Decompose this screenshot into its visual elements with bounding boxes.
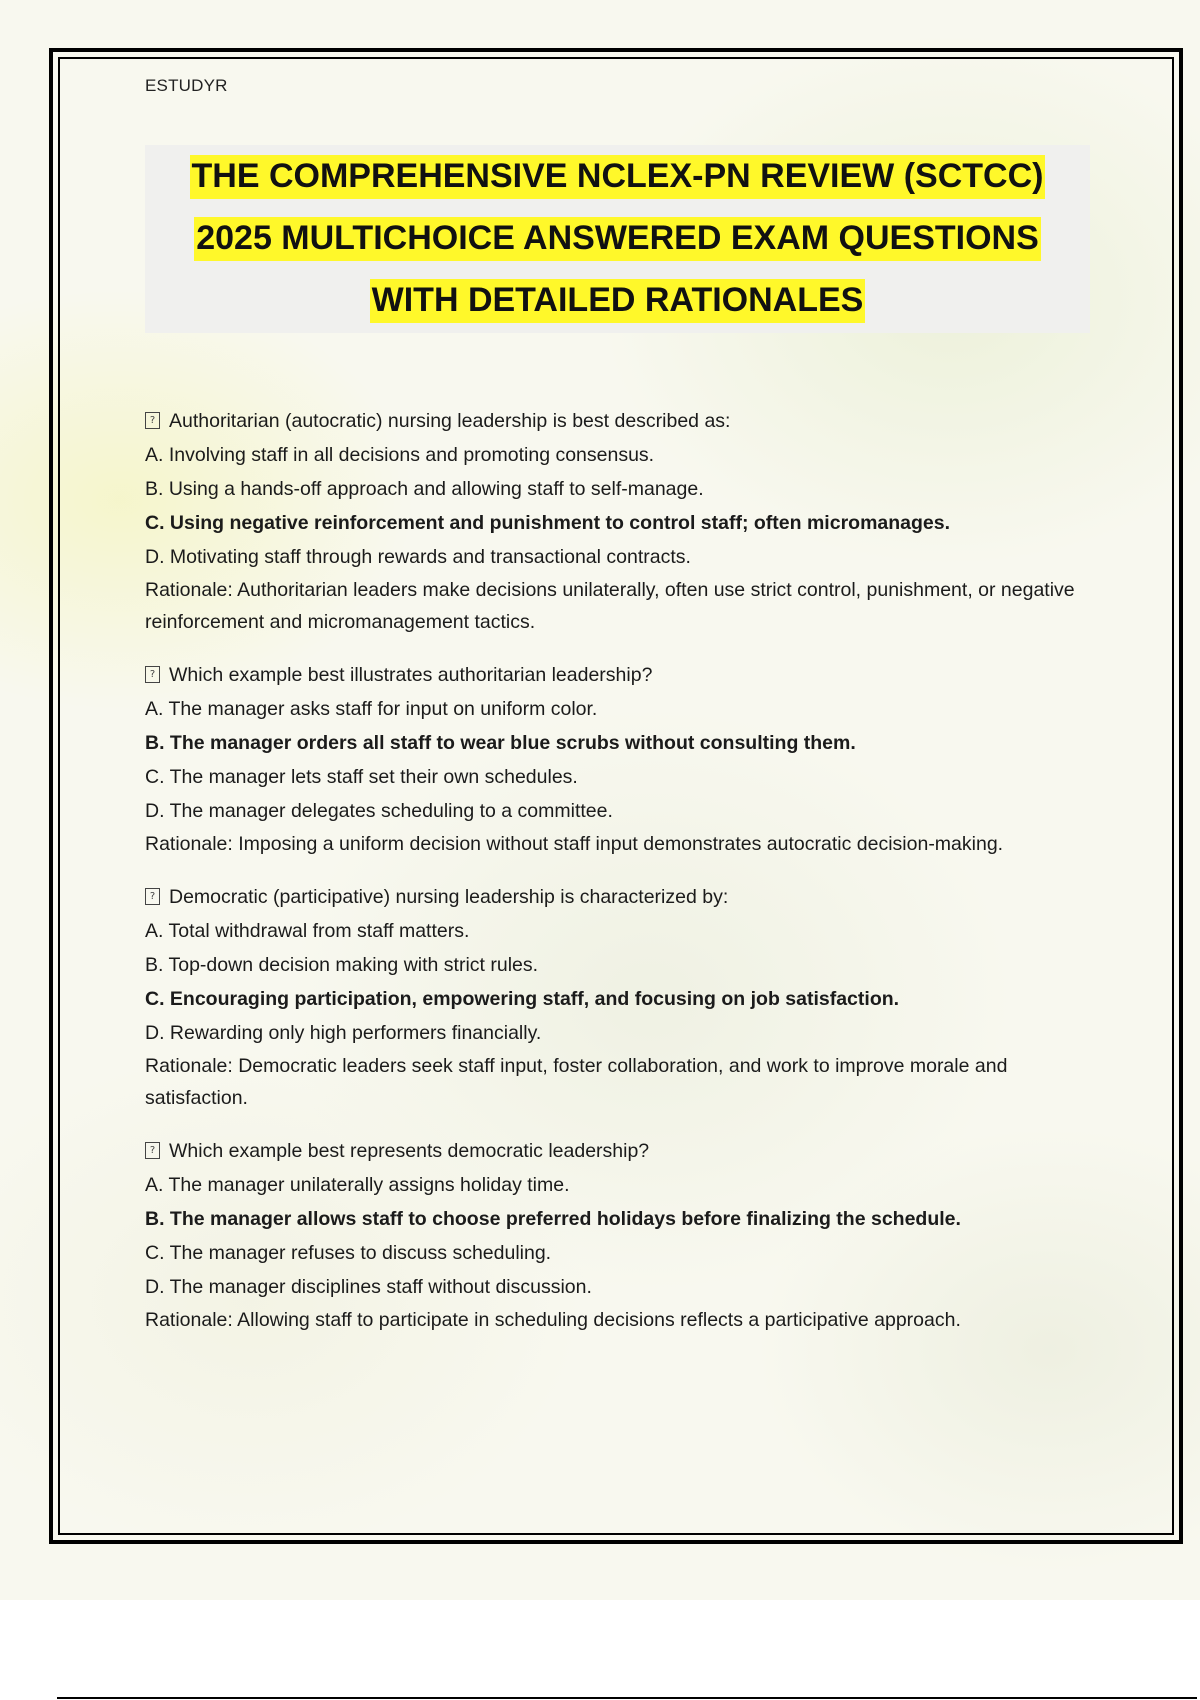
document-title [145, 145, 1090, 333]
title-line-1: THE COMPREHENSIVE NCLEX-PN REVIEW (SCTCC) [190, 155, 1046, 199]
answer-option: B. Top-down decision making with strict rules. [145, 954, 539, 976]
title-line-2: 2025 MULTICHOICE ANSWERED EXAM QUESTIONS [194, 217, 1041, 261]
question-list [145, 404, 1105, 1356]
answer-option: B. Using a hands-off approach and allowing staff to self-manage. [145, 478, 704, 500]
answer-option: D. The manager disciplines staff without discussion. [145, 1276, 592, 1298]
question-mark-icon: ? [145, 888, 160, 905]
footer-divider [57, 1697, 1197, 1699]
question-text: Democratic (participative) nursing leadership is characterized by: [169, 886, 729, 908]
question-stem [145, 1134, 1105, 1168]
question-stem [145, 658, 1105, 692]
answer-option: D. Motivating staff through rewards and transactional contracts. [145, 546, 691, 568]
question-text: Which example best illustrates authoritarian leadership? [169, 664, 653, 686]
question-block [145, 880, 1105, 1114]
question-stem [145, 880, 1105, 914]
question-text: Which example best represents democratic leadership? [169, 1140, 650, 1162]
answer-option: D. The manager delegates scheduling to a committee. [145, 800, 613, 822]
correct-answer-option: B. The manager orders all staff to wear blue scrubs without consulting them. [145, 732, 856, 754]
rationale: Rationale: Imposing a uniform decision without staff input demonstrates autocratic decision-making. [145, 833, 1004, 855]
question-mark-icon: ? [145, 1142, 160, 1159]
rationale: Rationale: Democratic leaders seek staff input, foster collaboration, and work to improve morale and satisfaction. [145, 1055, 1008, 1109]
title-line-3: WITH DETAILED RATIONALES [370, 279, 866, 323]
question-mark-icon: ? [145, 666, 160, 683]
answer-option: C. The manager lets staff set their own schedules. [145, 766, 578, 788]
correct-answer-option: C. Encouraging participation, empowering staff, and focusing on job satisfaction. [145, 988, 900, 1010]
correct-answer-option: B. The manager allows staff to choose preferred holidays before finalizing the schedule. [145, 1208, 961, 1230]
question-text: Authoritarian (autocratic) nursing leadership is best described as: [169, 410, 731, 432]
rationale: Rationale: Allowing staff to participate in scheduling decisions reflects a participative approach. [145, 1309, 961, 1331]
answer-option: A. The manager unilaterally assigns holiday time. [145, 1174, 570, 1196]
question-block [145, 404, 1105, 638]
rationale: Rationale: Authoritarian leaders make decisions unilaterally, often use strict control, punishment, or negative reinforcement and micromanagement tactics. [145, 579, 1075, 633]
correct-answer-option: C. Using negative reinforcement and punishment to control staff; often micromanages. [145, 512, 951, 534]
question-mark-icon: ? [145, 412, 160, 429]
answer-option: A. Total withdrawal from staff matters. [145, 920, 470, 942]
question-block [145, 658, 1105, 860]
answer-option: D. Rewarding only high performers financially. [145, 1022, 542, 1044]
header-label: ESTUDYR [145, 76, 228, 95]
question-stem [145, 404, 1105, 438]
question-block [145, 1134, 1105, 1336]
answer-option: A. The manager asks staff for input on uniform color. [145, 698, 598, 720]
answer-option: C. The manager refuses to discuss scheduling. [145, 1242, 552, 1264]
answer-option: A. Involving staff in all decisions and promoting consensus. [145, 444, 655, 466]
